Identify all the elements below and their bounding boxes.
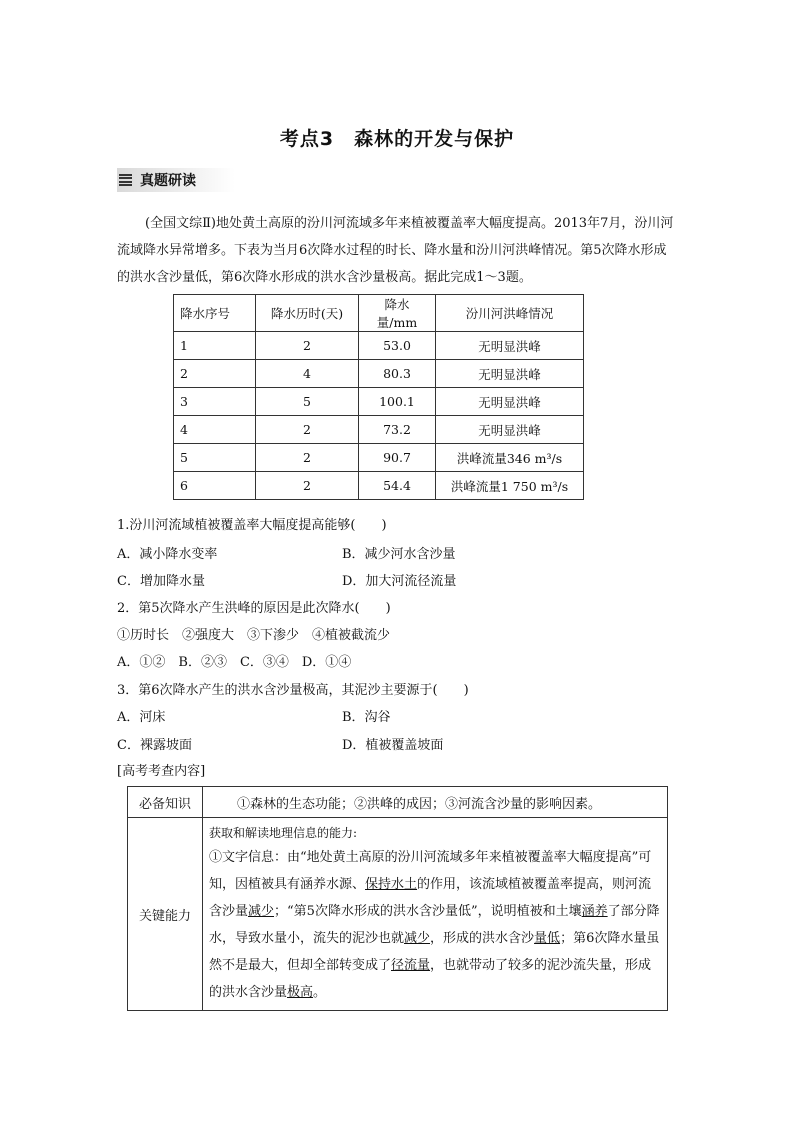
header-cell: 降水量/mm <box>359 295 436 332</box>
rainfall-table <box>173 294 584 500</box>
ability-text <box>203 818 668 1011</box>
q1-option-c: C．增加降水量 <box>117 574 205 589</box>
ability-paragraph <box>209 844 661 1006</box>
underlined-term: 极高 <box>287 985 314 1000</box>
table-cell: 4 <box>256 360 359 388</box>
q1-option-a: A．减小降水变率 <box>117 547 218 562</box>
table-cell: 无明显洪峰 <box>436 332 584 360</box>
table-cell: 90.7 <box>359 444 436 472</box>
list-icon <box>119 174 132 187</box>
knowledge-table <box>127 786 668 1011</box>
text-run: 了部分降水，导致水量小，流失的泥沙也就 <box>209 904 660 946</box>
table-cell: 2 <box>256 332 359 360</box>
text-run: ；第6次降水量虽然不是最大，但却全部转变成了 <box>209 931 660 973</box>
ability-subtitle: 获取和解读地理信息的能力: <box>209 826 358 840</box>
q3-option-a: A．河床 <box>117 710 166 725</box>
underlined-term: 径流量 <box>391 958 431 973</box>
table-row <box>174 332 584 360</box>
text-run: ，也就带动了较多的泥沙流失量，形成的洪水含沙量 <box>209 958 652 1000</box>
underlined-term: 涵养 <box>581 904 608 919</box>
table-cell: 2 <box>256 472 359 500</box>
table-cell: 6 <box>174 472 256 500</box>
header-cell: 降水序号 <box>174 295 256 332</box>
table-cell: 无明显洪峰 <box>436 360 584 388</box>
table-row <box>174 360 584 388</box>
table-row <box>128 787 668 818</box>
underlined-term: 量低 <box>534 931 561 946</box>
question-1-stem: 1.汾川河流域植被覆盖率大幅度提高能够( ) <box>117 518 387 533</box>
q3-option-c: C．裸露坡面 <box>117 738 192 753</box>
text-run: 的作用，该流域植被覆盖率提高，则河流含沙量 <box>209 877 652 919</box>
table-header-row <box>174 295 584 332</box>
table-cell: 3 <box>174 388 256 416</box>
text-run: ①文字信息：由“地处黄土高原的汾川河流域多年来植被覆盖率大幅度提高”可知，因植被具有涵养水源、 <box>209 850 652 892</box>
q1-option-b: B．减少河水含沙量 <box>342 547 456 562</box>
header-cell: 降水历时(天) <box>256 295 359 332</box>
page-title: 考点3 森林的开发与保护 <box>279 128 515 150</box>
q3-option-b: B．沟谷 <box>342 710 391 725</box>
table-cell: 5 <box>174 444 256 472</box>
table-row <box>174 444 584 472</box>
exam-content-label: [高考考查内容] <box>117 764 206 779</box>
underlined-term: 保持水土 <box>365 877 418 892</box>
q2-options: A．①② B．②③ C．③④ D．①④ <box>117 655 352 670</box>
text-run: 。 <box>313 985 327 1000</box>
question-2-stem: 2．第5次降水产生洪峰的原因是此次降水( ) <box>117 601 391 616</box>
section-header <box>117 168 235 192</box>
table-cell: 80.3 <box>359 360 436 388</box>
knowledge-text: ①森林的生态功能；②洪峰的成因；③河流含沙量的影响因素。 <box>203 787 668 818</box>
table-cell: 1 <box>174 332 256 360</box>
table-cell: 2 <box>256 416 359 444</box>
intro-paragraph: (全国文综Ⅱ)地处黄土高原的汾川河流域多年来植被覆盖率大幅度提高。2013年7月，汾川河流域降水异常增多。下表为当月6次降水过程的时长、降水量和汾川河洪峰情况。第5次降水形成的洪水含沙量低，第6次降水形成的洪水含沙量极高。据此完成1～3题。 <box>117 216 674 285</box>
q1-option-d: D．加大河流径流量 <box>342 574 457 589</box>
table-row <box>174 416 584 444</box>
table-cell: 4 <box>174 416 256 444</box>
table-cell: 100.1 <box>359 388 436 416</box>
text-run: ；“第5次降水形成的洪水含沙量低”，说明植被和土壤 <box>274 904 582 919</box>
underlined-term: 减少 <box>248 904 275 919</box>
table-row <box>128 818 668 1011</box>
table-cell: 洪峰流量1 750 m³/s <box>436 472 584 500</box>
table-row <box>174 472 584 500</box>
table-cell: 无明显洪峰 <box>436 388 584 416</box>
section-label: 真题研读 <box>140 173 196 189</box>
q2-items: ①历时长 ②强度大 ③下渗少 ④植被截流少 <box>117 628 391 643</box>
table-row <box>174 388 584 416</box>
table-cell: 73.2 <box>359 416 436 444</box>
table-cell: 2 <box>174 360 256 388</box>
table-cell: 2 <box>256 444 359 472</box>
underlined-term: 减少 <box>404 931 431 946</box>
knowledge-label: 必备知识 <box>128 787 203 818</box>
table-cell: 无明显洪峰 <box>436 416 584 444</box>
header-cell: 汾川河洪峰情况 <box>436 295 584 332</box>
table-cell: 5 <box>256 388 359 416</box>
table-cell: 54.4 <box>359 472 436 500</box>
question-3-stem: 3．第6次降水产生的洪水含沙量极高，其泥沙主要源于( ) <box>117 683 469 698</box>
table-cell: 洪峰流量346 m³/s <box>436 444 584 472</box>
table-cell: 53.0 <box>359 332 436 360</box>
q3-option-d: D．植被覆盖坡面 <box>342 738 444 753</box>
ability-label: 关键能力 <box>128 818 203 1011</box>
text-run: ，形成的洪水含沙 <box>430 931 535 946</box>
